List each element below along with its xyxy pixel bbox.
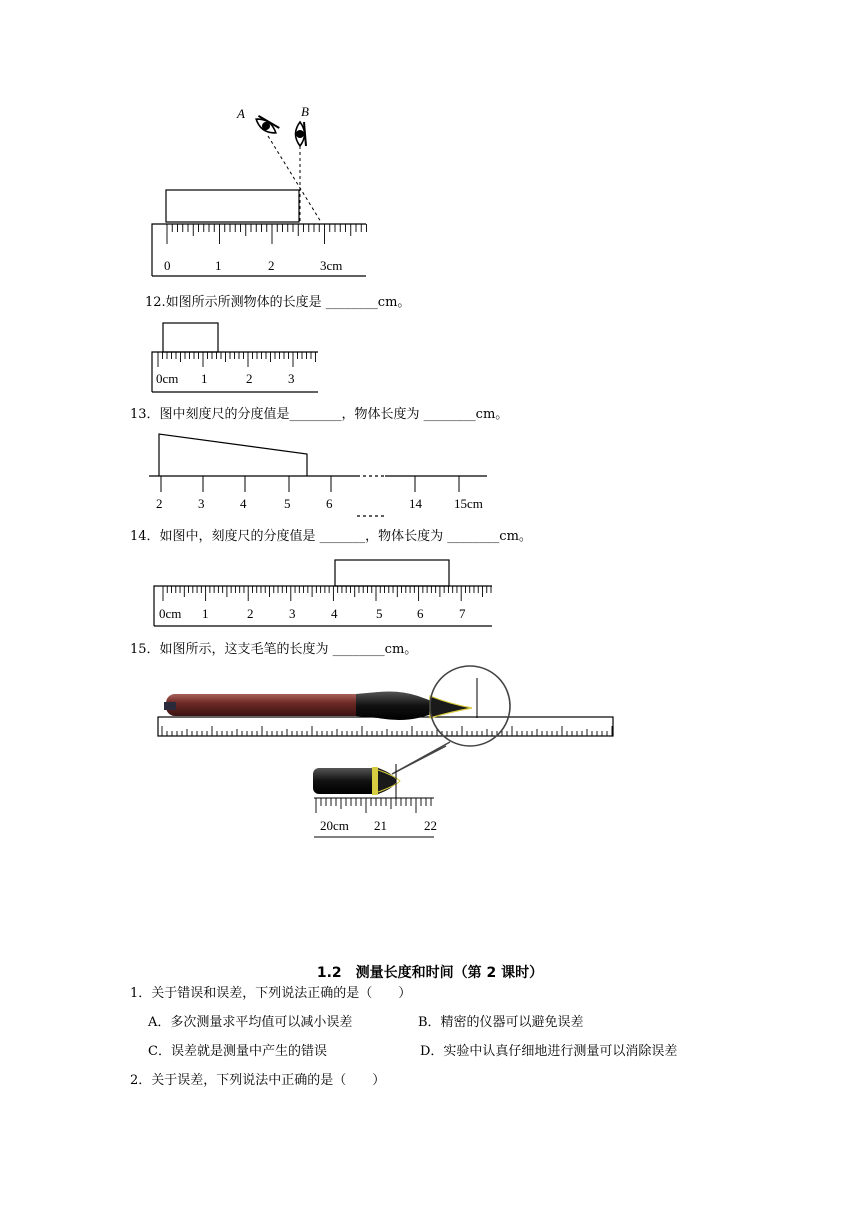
tick-label: 1 xyxy=(201,371,208,386)
figure-q14-ruler xyxy=(150,558,496,630)
tick-label: 1 xyxy=(215,258,222,273)
eye-b-icon xyxy=(296,122,307,146)
measured-object xyxy=(159,434,307,476)
question-15: 15．如图所示，这支毛笔的长度为 ________cm。 xyxy=(130,642,418,657)
tick-label: 3 xyxy=(289,606,296,621)
mc1-option-b[interactable]: B．精密的仪器可以避免误差 xyxy=(418,1015,584,1030)
tick-label: 14 xyxy=(409,496,422,511)
tick-label: 22 xyxy=(424,818,437,833)
measured-object xyxy=(335,560,449,586)
figure-q12-ruler xyxy=(148,318,323,394)
tick-label: 3 xyxy=(288,371,295,386)
tick-label: 4 xyxy=(240,496,247,511)
section-title: 1.2 测量长度和时间（第 2 课时） xyxy=(316,965,544,981)
mc1-option-c[interactable]: C．误差就是测量中产生的错误 xyxy=(148,1044,327,1059)
measured-object xyxy=(163,323,218,352)
figure-q11-ruler xyxy=(140,100,380,282)
question-14: 14．如图中，刻度尺的分度值是 _______，物体长度为 ________cm。 xyxy=(130,529,532,544)
tick-label: 2 xyxy=(246,371,253,386)
tick-label: 6 xyxy=(417,606,424,621)
tick-label: 0cm xyxy=(156,371,179,386)
eye-a-icon xyxy=(254,114,280,136)
tick-label: 3 xyxy=(198,496,205,511)
mc2-stem: 2．关于误差，下列说法中正确的是（ ） xyxy=(130,1073,386,1088)
eye-a-label: A xyxy=(237,106,245,121)
tick-label: 0cm xyxy=(159,606,182,621)
figure-q13-ruler xyxy=(145,430,495,520)
tick-label: 2 xyxy=(247,606,254,621)
question-13: 13．图中刻度尺的分度值是________，物体长度为 ________cm。 xyxy=(130,407,509,422)
tick-label: 0 xyxy=(164,258,171,273)
measured-object xyxy=(166,190,299,222)
tick-label: 2 xyxy=(156,496,163,511)
mc1-option-d[interactable]: D．实验中认真仔细地进行测量可以消除误差 xyxy=(420,1044,678,1059)
tick-label: 15cm xyxy=(454,496,483,511)
tick-label: 5 xyxy=(284,496,291,511)
tick-label: 3cm xyxy=(320,258,343,273)
mc1-stem: 1．关于错误和误差，下列说法正确的是（ ） xyxy=(130,986,412,1001)
zoomed-brush-icon xyxy=(313,767,400,795)
tick-label: 2 xyxy=(268,258,275,273)
tick-label: 20cm xyxy=(320,818,349,833)
tick-label: 7 xyxy=(459,606,466,621)
mc1-option-a[interactable]: A．多次测量求平均值可以减小误差 xyxy=(148,1015,353,1030)
tick-label: 6 xyxy=(326,496,333,511)
eye-b-label: B xyxy=(301,104,309,119)
tick-label: 21 xyxy=(374,818,387,833)
tick-label: 5 xyxy=(376,606,383,621)
tick-label: 1 xyxy=(202,606,209,621)
tick-label: 4 xyxy=(331,606,338,621)
brush-icon xyxy=(164,692,472,721)
question-12: 12.如图所示所测物体的长度是 ________cm。 xyxy=(145,295,411,310)
figure-q15-brush xyxy=(150,664,620,844)
